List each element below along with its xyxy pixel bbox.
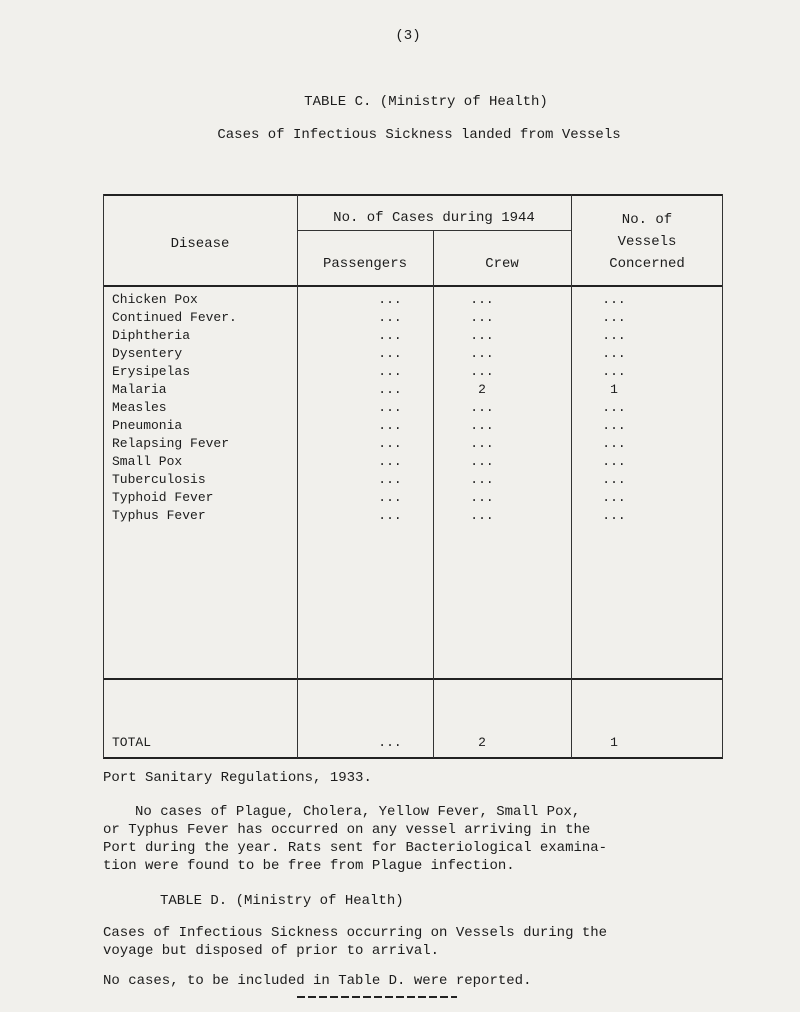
crew-value: ... (470, 328, 494, 343)
crew-value: ... (470, 346, 494, 361)
passengers-value: ... (378, 292, 402, 307)
crew-value: ... (470, 292, 494, 307)
port-sanitary-heading: Port Sanitary Regulations, 1933. (103, 770, 372, 786)
table-d-line-1: Cases of Infectious Sickness occurring on Vessels during the (103, 925, 608, 941)
crew-value: ... (470, 400, 494, 415)
table-c-heading: TABLE C. (Ministry of Health) (304, 94, 548, 110)
disease-name: Relapsing Fever (112, 436, 230, 451)
header-bottom-border (103, 285, 723, 287)
vessels-value: ... (602, 310, 626, 325)
header-cases-group: No. of Cases during 1944 (333, 210, 535, 226)
body-bottom-border (103, 678, 723, 680)
crew-value: ... (470, 472, 494, 487)
disease-name: Tuberculosis (112, 472, 206, 487)
crew-value: ... (470, 454, 494, 469)
header-passengers: Passengers (322, 256, 408, 272)
right-border (722, 194, 723, 758)
passengers-value: ... (378, 382, 402, 397)
crew-value: ... (470, 364, 494, 379)
vessels-value: ... (602, 364, 626, 379)
passengers-value: ... (378, 490, 402, 505)
crew-value: ... (470, 310, 494, 325)
disease-name: Pneumonia (112, 418, 183, 433)
passengers-value: ... (378, 472, 402, 487)
table-bottom-border (103, 757, 723, 759)
disease-name: Typhus Fever (112, 508, 206, 523)
header-disease: Disease (170, 236, 230, 252)
table-d-line-2: voyage but disposed of prior to arrival. (103, 943, 440, 959)
passengers-value: ... (378, 346, 402, 361)
crew-value: ... (470, 418, 494, 433)
cases-group-underline (297, 230, 571, 231)
disease-name: Typhoid Fever (112, 490, 214, 505)
passengers-value: ... (378, 364, 402, 379)
vessels-value: ... (602, 292, 626, 307)
header-vessels-line1: No. of (621, 212, 673, 228)
disease-name: Malaria (112, 382, 167, 397)
crew-value: ... (470, 490, 494, 505)
total-passengers: ... (378, 735, 402, 750)
disease-name: Erysipelas (112, 364, 191, 379)
table-d-heading: TABLE D. (Ministry of Health) (160, 893, 404, 909)
vessels-value: 1 (610, 382, 618, 397)
port-sanitary-line-4: tion were found to be free from Plague infection. (103, 858, 515, 874)
vessels-value: ... (602, 508, 626, 523)
vessels-value: ... (602, 418, 626, 433)
disease-name: Small Pox (112, 454, 183, 469)
end-rule (297, 996, 457, 998)
vessels-value: ... (602, 454, 626, 469)
table-c-subheading: Cases of Infectious Sickness landed from Vessels (217, 127, 621, 143)
total-label: TOTAL (112, 735, 152, 750)
disease-name: Diphtheria (112, 328, 191, 343)
crew-value: ... (470, 436, 494, 451)
disease-name: Continued Fever. (112, 310, 237, 325)
col-divider-crew (571, 194, 572, 758)
left-border (103, 194, 104, 758)
vessels-value: ... (602, 472, 626, 487)
total-vessels: 1 (610, 735, 618, 750)
port-sanitary-line-1: No cases of Plague, Cholera, Yellow Fever, Small Pox, (135, 804, 581, 820)
passengers-value: ... (378, 508, 402, 523)
page-number: (3) (395, 28, 421, 44)
disease-name: Dysentery (112, 346, 183, 361)
port-sanitary-line-3: Port during the year. Rats sent for Bacteriological examina- (103, 840, 608, 856)
passengers-value: ... (378, 328, 402, 343)
vessels-value: ... (602, 328, 626, 343)
vessels-value: ... (602, 346, 626, 361)
vessels-value: ... (602, 400, 626, 415)
header-crew: Crew (485, 256, 519, 272)
col-divider-disease (297, 194, 298, 758)
crew-value: ... (470, 508, 494, 523)
vessels-value: ... (602, 490, 626, 505)
passengers-value: ... (378, 418, 402, 433)
table-d-note: No cases, to be included in Table D. were reported. (103, 973, 532, 989)
table-top-border (103, 194, 723, 196)
header-vessels-line2: Vessels (617, 234, 677, 250)
crew-value: 2 (478, 382, 486, 397)
header-vessels-line3: Concerned (609, 256, 685, 272)
vessels-value: ... (602, 436, 626, 451)
passengers-value: ... (378, 310, 402, 325)
passengers-value: ... (378, 454, 402, 469)
passengers-value: ... (378, 436, 402, 451)
col-divider-passengers (433, 230, 434, 758)
disease-name: Chicken Pox (112, 292, 198, 307)
port-sanitary-line-2: or Typhus Fever has occurred on any vessel arriving in the (103, 822, 591, 838)
total-crew: 2 (478, 735, 486, 750)
passengers-value: ... (378, 400, 402, 415)
disease-name: Measles (112, 400, 167, 415)
